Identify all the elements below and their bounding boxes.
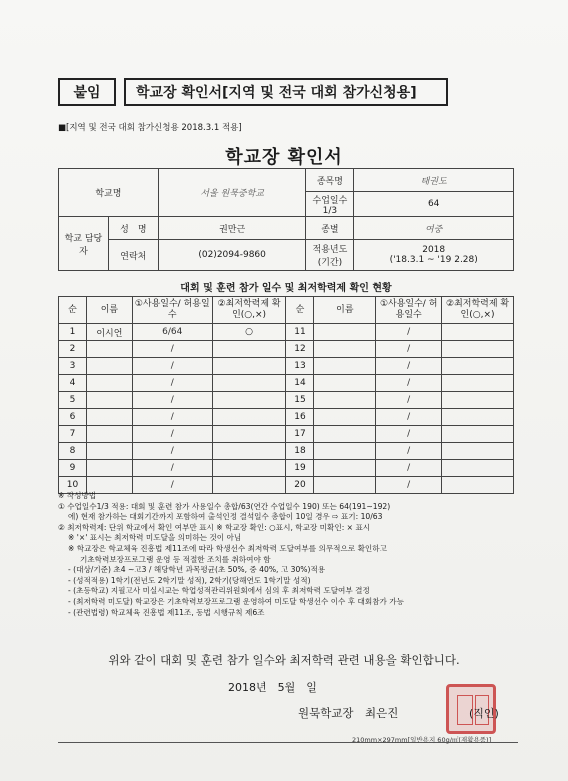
cell-check <box>442 443 514 460</box>
cell-check <box>212 375 286 392</box>
cell-no: 2 <box>59 341 87 358</box>
cell-days: / <box>376 460 442 477</box>
cell-check <box>442 460 514 477</box>
table-row <box>59 443 514 460</box>
cell-name <box>314 460 376 477</box>
cell-check <box>442 426 514 443</box>
cell-check <box>212 392 286 409</box>
cell-days: / <box>132 477 212 494</box>
cell-days: / <box>132 341 212 358</box>
cell-check <box>442 375 514 392</box>
cell-days: / <box>132 460 212 477</box>
cell-name <box>86 341 132 358</box>
cell-name <box>86 443 132 460</box>
cell-no: 6 <box>59 409 87 426</box>
cell-name <box>86 392 132 409</box>
cell-days: / <box>376 324 442 341</box>
cell-name <box>86 358 132 375</box>
manager-label: 학교 담당자 <box>59 217 109 271</box>
cell-no: 18 <box>286 443 314 460</box>
sport-label: 종목명 <box>306 169 354 192</box>
table-row <box>59 392 514 409</box>
cell-days: / <box>376 443 442 460</box>
cell-days: / <box>132 392 212 409</box>
cell-days: / <box>376 477 442 494</box>
cell-no: 14 <box>286 375 314 392</box>
year-label: 적용년도 (기간) <box>306 240 354 271</box>
cell-name <box>86 409 132 426</box>
participants-table <box>58 296 514 494</box>
col-days: ①사용일수/ 허용일수 <box>132 297 212 324</box>
gender-value: 여중 <box>354 217 514 240</box>
cell-days: / <box>132 443 212 460</box>
cell-no: 16 <box>286 409 314 426</box>
note-line: ※ 작성방법 <box>58 491 97 500</box>
cell-name <box>314 324 376 341</box>
table-row <box>59 358 514 375</box>
principal-signature: 원묵학교장 최은진 <box>298 706 399 720</box>
cell-no: 8 <box>59 443 87 460</box>
school-label: 학교명 <box>59 169 159 217</box>
table-row <box>59 460 514 477</box>
cell-check <box>442 341 514 358</box>
days-label: 수업일수 1/3 <box>306 192 354 217</box>
note-line: - (최저학력 미도달) 학교장은 기초학력보장프로그램 운영하여 미도달 학생선수 이수 후 대회참가 가능 <box>68 596 404 606</box>
cell-days: / <box>376 426 442 443</box>
days-value: 64 <box>354 192 514 217</box>
cell-name <box>86 460 132 477</box>
attachment-tag: 붙임 <box>58 78 116 106</box>
cell-days: / <box>376 375 442 392</box>
col-days: ①사용일수/ 허용일수 <box>376 297 442 324</box>
table-row <box>59 409 514 426</box>
instructions <box>58 491 518 618</box>
school-info-table <box>58 168 514 271</box>
note-line: ① 수업일수1/3 적용: 대회 및 훈련 참가 사용일수 총합/63(연간 수업일수 190) 또는 64(191~192) <box>58 501 391 511</box>
table-row <box>59 324 514 341</box>
cell-check <box>442 392 514 409</box>
cell-days: / <box>132 409 212 426</box>
cell-check: ○ <box>212 324 286 341</box>
note-line: ※ '×' 표시는 최저학력 미도달을 의미하는 것이 아님 <box>68 533 242 543</box>
name-label: 성 명 <box>108 217 158 240</box>
note-line: ② 최저학력제: 단위 학교에서 확인 여부만 표시 ※ 학교장 확인: ○표시, 학교장 미확인: × 표시 <box>58 522 371 532</box>
col-no: 순 <box>59 297 87 324</box>
year-range: ('18.3.1 ~ '19 2.28) <box>389 255 478 265</box>
cell-no: 19 <box>286 460 314 477</box>
cell-check <box>442 358 514 375</box>
cell-check <box>442 409 514 426</box>
cell-no: 5 <box>59 392 87 409</box>
note-line: - (초등학교) 지필고사 미실시교는 학업성적관리위원회에서 심의 후 최저학력 도달여부 결정 <box>68 586 370 596</box>
table-row <box>59 341 514 358</box>
cell-check <box>212 341 286 358</box>
name-value: 권만근 <box>158 217 306 240</box>
cell-name <box>314 358 376 375</box>
cell-days: / <box>376 358 442 375</box>
year-value: 2018 <box>422 245 446 255</box>
cell-name <box>86 426 132 443</box>
cell-check <box>212 358 286 375</box>
col-check: ②최저학력제 확인(○,×) <box>212 297 286 324</box>
confirmation-statement: 위와 같이 대회 및 훈련 참가 일수와 최저학력 관련 내용을 확인합니다. <box>108 653 460 667</box>
col-name: 이름 <box>86 297 132 324</box>
contact-value: (02)2094-9860 <box>158 240 306 271</box>
cell-check <box>212 443 286 460</box>
cell-name <box>314 426 376 443</box>
cell-days: / <box>132 375 212 392</box>
cell-no: 10 <box>59 477 87 494</box>
cell-no: 3 <box>59 358 87 375</box>
cell-name <box>86 375 132 392</box>
header-title: 학교장 확인서[지역 및 전국 대회 참가신청용] <box>124 78 448 106</box>
issue-date: 2018년 5월 일 <box>228 681 317 694</box>
cell-no: 1 <box>59 324 87 341</box>
cell-days: / <box>376 392 442 409</box>
bottom-divider <box>58 742 518 743</box>
cell-name <box>314 443 376 460</box>
note-line: - (관련법령) 학교체육 진흥법 제11조, 동법 시행규칙 제6조 <box>68 607 265 617</box>
cell-check <box>442 324 514 341</box>
cell-name: 이시언 <box>86 324 132 341</box>
note-line: - (성적적용) 1학기(전년도 2학기말 성적), 2학기(당해연도 1학기말 성적) <box>68 575 311 585</box>
gender-label: 종별 <box>306 217 354 240</box>
school-value: 서울 원묵중학교 <box>158 169 306 217</box>
col-name: 이름 <box>314 297 376 324</box>
cell-days: 6/64 <box>132 324 212 341</box>
cell-no: 12 <box>286 341 314 358</box>
note-line: - (대상/기준) 초4 ~고3 / 해당학년 과목평균(초 50%, 중 40%, 고 30%)적용 <box>68 565 326 575</box>
cell-no: 17 <box>286 426 314 443</box>
year-cell <box>354 240 514 271</box>
cell-no: 15 <box>286 392 314 409</box>
cell-days: / <box>132 426 212 443</box>
edition-note: ■[지역 및 전국 대회 참가신청용 2018.3.1 적용] <box>58 123 242 133</box>
cell-no: 13 <box>286 358 314 375</box>
cell-no: 11 <box>286 324 314 341</box>
cell-days: / <box>132 358 212 375</box>
table-row <box>59 426 514 443</box>
cell-no: 4 <box>59 375 87 392</box>
cell-name <box>314 341 376 358</box>
col-check: ②최저학력제 확인(○,×) <box>442 297 514 324</box>
sport-value: 태권도 <box>354 169 514 192</box>
note-line: ※ 학교장은 학교체육 진흥법 제11조에 따라 학생선수 최저학력 도달여부를 의무적으로 확인하고 <box>68 543 387 553</box>
cell-days: / <box>376 341 442 358</box>
cell-no: 20 <box>286 477 314 494</box>
document-title: 학교장 확인서 <box>225 147 343 168</box>
cell-name <box>314 409 376 426</box>
cell-no: 7 <box>59 426 87 443</box>
table-row <box>59 375 514 392</box>
cell-name <box>314 375 376 392</box>
cell-check <box>212 460 286 477</box>
col-no: 순 <box>286 297 314 324</box>
seal-label: (직인) <box>469 707 499 720</box>
cell-check <box>212 409 286 426</box>
cell-no: 9 <box>59 460 87 477</box>
cell-name <box>314 392 376 409</box>
paper-spec-footer: 210mm×297mm[일반용지 60g/㎡(재활용품)] <box>352 736 492 744</box>
cell-check <box>212 426 286 443</box>
note-line: 에) 현재 참가하는 대회기간까지 포함하여 출석인정 결석일수 총합이 10일 경우 ⇨ 표기: 10/63 <box>68 512 383 522</box>
note-line: 기초학력보장프로그램 운영 등 적절한 조치를 취하여야 함 <box>80 554 271 564</box>
section-title: 대회 및 훈련 참가 일수 및 최저학력제 확인 현황 <box>180 283 392 294</box>
cell-days: / <box>376 409 442 426</box>
contact-label: 연락처 <box>108 240 158 271</box>
